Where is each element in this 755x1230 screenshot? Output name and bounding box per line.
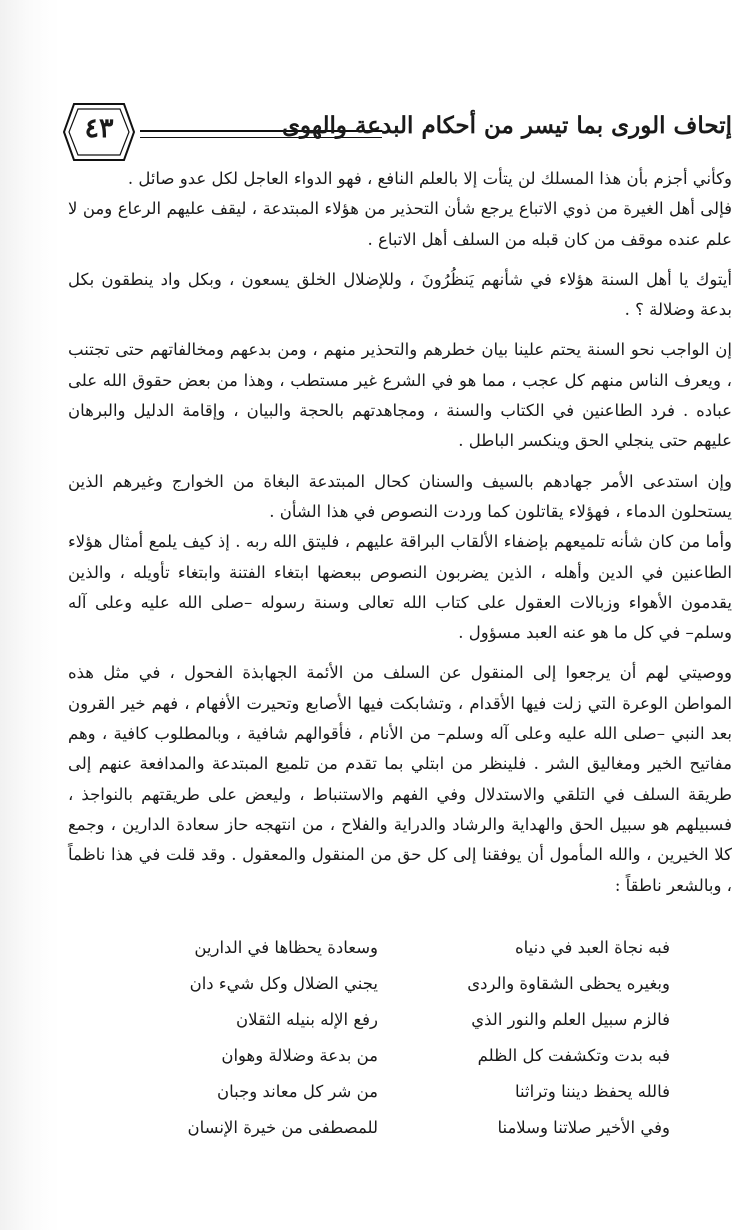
verse-first-hemistich: فبه بدت وتكشفت كل الظلم <box>477 1046 670 1065</box>
verse-second-hemistich: يجني الضلال وكل شيء دان <box>189 974 378 993</box>
poem-verse <box>130 1082 670 1118</box>
running-title: إتحاف الورى بما تيسر من أحكام البدعة والهوى <box>281 112 732 139</box>
verse-second-hemistich: رفع الإله بنيله الثقلان <box>236 1010 378 1029</box>
poem <box>130 938 670 1154</box>
paragraph: إن الواجب نحو السنة يحتم علينا بيان خطرهم والتحذير منهم ، ومن بدعهم ومخالفاتهم حتى تجتنب ، ويعرف الناس منهم كل عجب ، مما هو في الشرع غير مستطب ، وهذا من بعض حقوق الله على عباده . فرد الطاعنين في الكتاب والسنة ، ومجاهدتهم بالحجة والبيان ، وإقامة الدليل والبرهان عليهم حتى ينجلي الحق وينكسر الباطل . <box>68 340 732 451</box>
verse-first-hemistich: فالزم سبيل العلم والنور الذي <box>471 1010 670 1029</box>
verse-second-hemistich: من بدعة وضلالة وهوان <box>221 1046 378 1065</box>
main-text <box>68 164 732 901</box>
paragraph: أيتوك يا أهل السنة هؤلاء في شأنهم يَنظُرُونَ ، وللإضلال الخلق يسعون ، وبكل واد ينطقون بكل بدعة وضلالة ؟ . <box>68 269 732 320</box>
poem-verse <box>130 1046 670 1082</box>
paragraph: وأما من كان شأنه تلميعهم بإضفاء الألقاب البراقة عليهم ، فليتق الله ربه . إذ كيف يلمع أمثال هؤلاء الطاعنين في الدين وأهله ، الذين يضربون النصوص ببعضها ابتغاء الفتنة وابتغاء تأويله ، والذين يقدمون الأهواء وزبالات العقول على كتاب الله تعالى وسنة رسوله –صلى الله عليه وعلى آله وسلم– في كل ما هو عنه العبد مسؤول . <box>68 532 732 643</box>
poem-verse <box>130 938 670 974</box>
poem-verse <box>130 1010 670 1046</box>
poem-verse <box>130 1118 670 1154</box>
page-header <box>60 100 732 164</box>
page-number: ٤٣ <box>84 113 114 144</box>
verse-first-hemistich: فبه نجاة العبد في دنياه <box>514 938 670 957</box>
poem-verse <box>130 974 670 1010</box>
verse-second-hemistich: وسعادة يحظاها في الدارين <box>194 938 378 957</box>
paragraph: وإن استدعى الأمر جهادهم بالسيف والسنان كحال المبتدعة البغاة من الخوارج وغيرهم الذين يستحلون الدماء ، فهؤلاء يقاتلون كما وردت النصوص في هذا الشأن . <box>68 471 732 521</box>
paragraph: فإلى أهل الغيرة من ذوي الاتباع يرجع شأن التحذير من هؤلاء المبتدعة ، ليقف عليهم الرعاع ومن لا علم عنده موقف من كان قبله من السلف أهل الاتباع . <box>68 199 732 249</box>
verse-second-hemistich: من شر كل معاند وجبان <box>216 1082 378 1101</box>
verse-first-hemistich: وفي الأخير صلاتنا وسلامنا <box>497 1118 670 1137</box>
paragraph: ووصيتي لهم أن يرجعوا إلى المنقول عن السلف من الأئمة الجهابذة الفحول ، في مثل هذه المواطن الوعرة التي زلت فيها الأقدام ، وتشابكت فيها الأصابع وتحيرت الأفهام ، فهم خير القرون بعد النبي –صلى الله عليه وعلى آله وسلم– من الأنام ، فأقوالهم شافية ، وبالمطلوب كافية ، وهم مفاتيح الخير ومغاليق الشر . فلينظر من ابتلي بما تقدم من تلميع المبتدعة والمدافعة عنهم إلى طريقة السلف في التلقي والاستدلال وفي الفهم والاستنباط ، وليعض على طريقتهم بالنواجذ ، فسبيلهم هو سبيل الحق والهداية والرشاد والدراية والفلاح ، من انتهجه حاز سعادة الدارين ، وجمع كلا الخيرين ، والله المأمول أن يوفقنا إلى كل حق من المنقول والمعقول . وقد قلت في هذا ناظماً ، وبالشعر ناطقاً : <box>68 663 732 895</box>
verse-first-hemistich: وبغيره يحظى الشقاوة والردى <box>467 974 670 993</box>
paragraph: وكأني أجزم بأن هذا المسلك لن يتأت إلا بالعلم النافع ، فهو الدواء العاجل لكل عدو صائل . <box>127 169 732 188</box>
verse-first-hemistich: فالله يحفظ ديننا وتراثنا <box>514 1082 670 1101</box>
page-number-badge <box>60 100 138 164</box>
verse-second-hemistich: للمصطفى من خيرة الإنسان <box>187 1118 378 1137</box>
